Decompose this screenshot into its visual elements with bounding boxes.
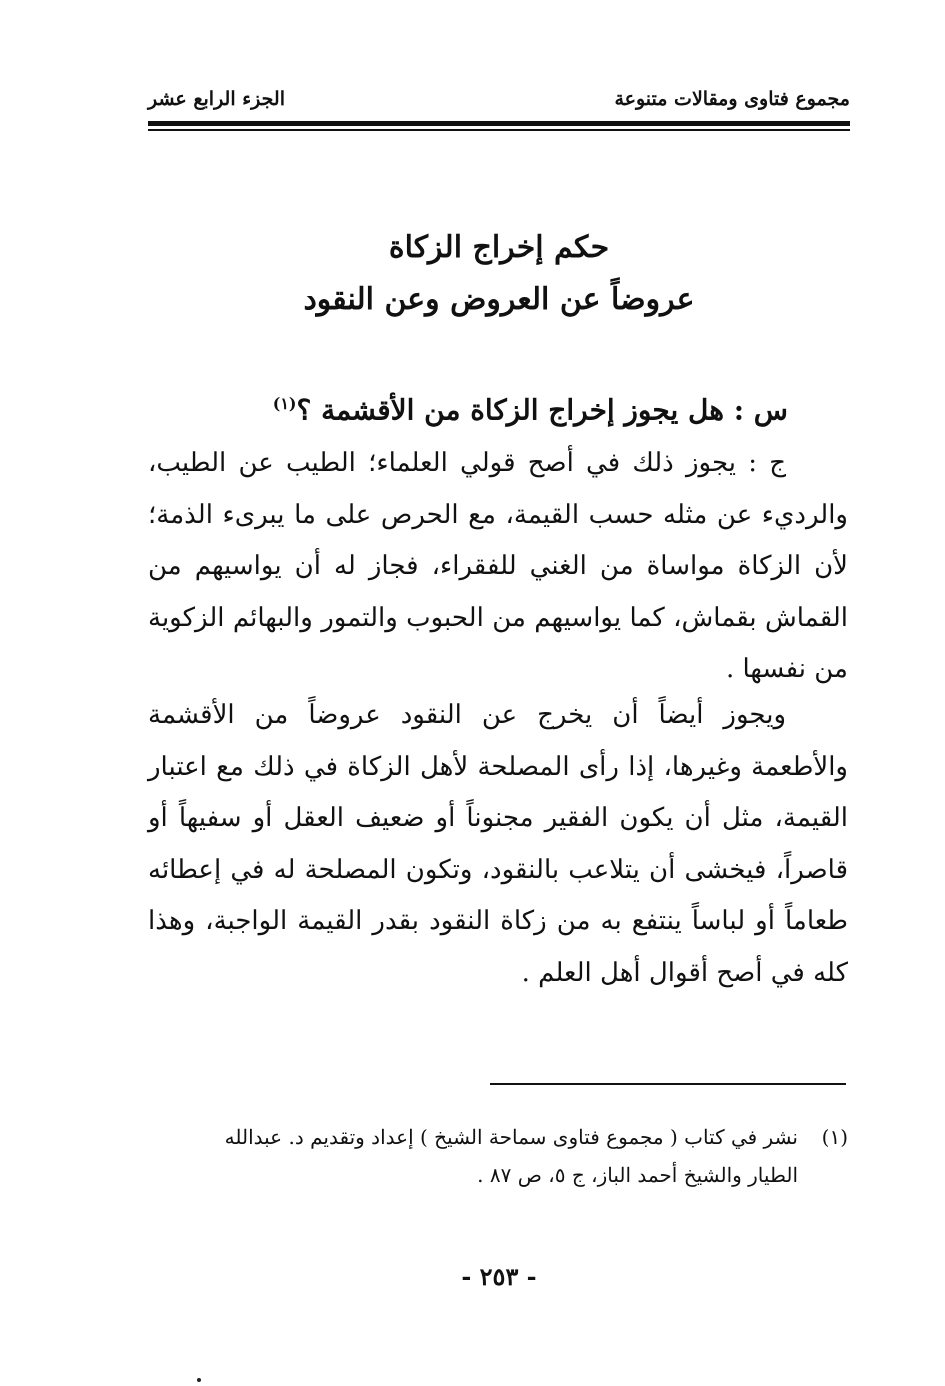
page-number: - ٢٥٣ -	[461, 1262, 537, 1291]
footnote-ref: (١)	[272, 394, 297, 413]
title-line-2: عروضاً عن العروض وعن النقود	[303, 282, 695, 317]
volume-label: الجزء الرابع عشر	[148, 88, 285, 110]
book-title: مجموع فتاوى ومقالات متنوعة	[614, 88, 850, 110]
footnote-line-2: الطيار والشيخ أحمد الباز، ج ٥، ص ٨٧ .	[477, 1163, 798, 1187]
question	[148, 382, 788, 432]
article-title	[148, 222, 850, 326]
answer-text: ج : يجوز ذلك في أصح قولي العلماء؛ الطيب عن الطيب، والرديء عن مثله حسب القيمة، مع الحرص على ما يبرىء الذمة؛ لأن الزكاة مواساة من الغني للفقراء، فجاز له أن يواسيهم من القماش بقماش، كما يواسيهم من الحبوب والتمور والبهائم الزكوية من نفسها .	[148, 448, 848, 684]
title-line-1: حكم إخراج الزكاة	[388, 230, 610, 265]
scan-speck	[197, 1378, 201, 1382]
footnote-line-1: نشر في كتاب ( مجموع فتاوى سماحة الشيخ ) إعداد وتقديم د. عبدالله	[224, 1125, 798, 1149]
footnote	[148, 1118, 848, 1194]
footnote-separator	[490, 1083, 846, 1085]
question-text: س : هل يجوز إخراج الزكاة من الأقشمة ؟	[296, 393, 788, 427]
second-paragraph	[148, 690, 848, 999]
second-paragraph-text: ويجوز أيضاً أن يخرج عن النقود عروضاً من الأقشمة والأطعمة وغيرها، إذا رأى المصلحة لأهل الزكاة في ذلك مع اعتبار القيمة، مثل أن يكون الفقير مجنوناً أو ضعيف العقل أو سفيهاً أو قاصراً، فيخشى أن يتلاعب بالنقود، وتكون المصلحة له في إعطائه طعاماً أو لباساً ينتفع به من زكاة النقود بقدر القيمة الواجبة، وهذا كله في أصح أقوال أهل العلم .	[148, 700, 848, 988]
header-rule-thick	[148, 121, 850, 126]
footnote-number: (١)	[821, 1125, 848, 1149]
header-rule-thin	[148, 129, 850, 131]
running-header	[148, 88, 850, 124]
answer-paragraph	[148, 438, 848, 696]
